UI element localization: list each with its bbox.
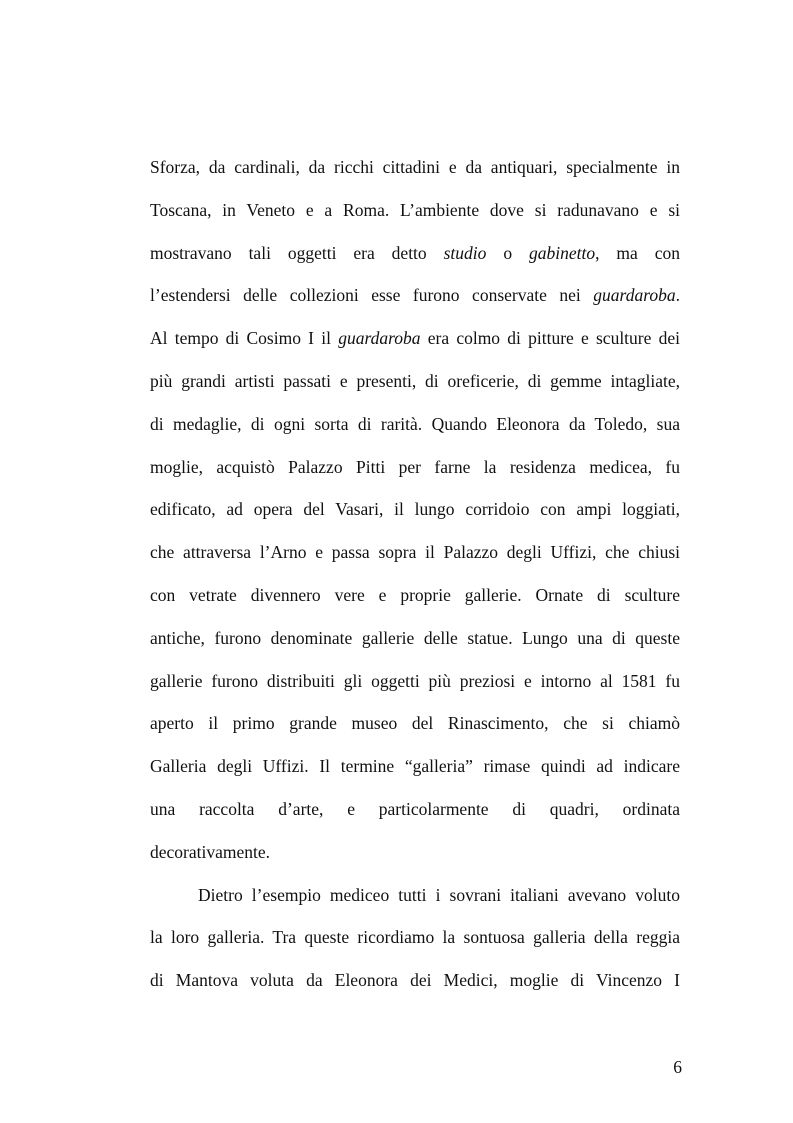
text-run: Al tempo di Cosimo I il xyxy=(150,328,339,349)
page-number: 6 xyxy=(673,1057,682,1077)
text-line-4 xyxy=(150,274,680,317)
text-run: , ma con xyxy=(595,242,680,263)
text-line-6: più grandi artisti passati e presenti, di oreficerie, di gemme intagliate, xyxy=(150,370,680,391)
text-run: mostravano tali oggetti era detto xyxy=(150,242,444,263)
text-line-19: la loro galleria. Tra queste ricordiamo la sontuosa galleria della reggia xyxy=(150,927,680,948)
text-line-7: di medaglie, di ogni sorta di rarità. Quando Eleonora da Toledo, sua xyxy=(150,413,680,434)
body-text xyxy=(150,146,680,1002)
text-run: . xyxy=(675,285,680,306)
text-line-12: antiche, furono denominate gallerie delle statue. Lungo una di queste xyxy=(150,627,680,648)
text-line-17: decorativamente. xyxy=(150,841,271,862)
text-line-16: una raccolta d’arte, e particolarmente di quadri, ordinata xyxy=(150,798,680,819)
text-line-13: gallerie furono distribuiti gli oggetti più preziosi e intorno al 1581 fu xyxy=(150,670,680,691)
text-line-18: Dietro l’esempio mediceo tutti i sovrani italiani avevano voluto xyxy=(198,884,680,905)
text-run: era colmo di pitture e sculture dei xyxy=(420,328,680,349)
text-run: o xyxy=(486,242,529,263)
italic-term-guardaroba: guardaroba xyxy=(338,328,421,349)
text-line-3 xyxy=(150,232,680,275)
text-line-9: edificato, ad opera del Vasari, il lungo corridoio con ampi loggiati, xyxy=(150,499,680,520)
text-line-2: Toscana, in Veneto e a Roma. L’ambiente dove si radunavano e si xyxy=(150,199,680,220)
text-run: l’estendersi delle collezioni esse furono conservate nei xyxy=(150,285,594,306)
text-line-5 xyxy=(150,317,680,360)
text-line-10: che attraversa l’Arno e passa sopra il Palazzo degli Uffizi, che chiusi xyxy=(150,542,680,563)
text-line-20: di Mantova voluta da Eleonora dei Medici, moglie di Vincenzo I xyxy=(150,970,680,991)
text-line-11: con vetrate divennero vere e proprie gallerie. Ornate di sculture xyxy=(150,584,680,605)
text-line-1: Sforza, da cardinali, da ricchi cittadini e da antiquari, specialmente in xyxy=(150,157,680,177)
text-line-8: moglie, acquistò Palazzo Pitti per farne la residenza medicea, fu xyxy=(150,456,680,477)
italic-term-guardaroba: guardaroba xyxy=(593,285,676,306)
text-line-14: aperto il primo grande museo del Rinascimento, che si chiamò xyxy=(150,713,680,734)
italic-term-studio: studio xyxy=(443,242,487,263)
italic-term-gabinetto: gabinetto xyxy=(529,242,596,263)
text-line-15: Galleria degli Uffizi. Il termine “galleria” rimase quindi ad indicare xyxy=(150,756,680,777)
